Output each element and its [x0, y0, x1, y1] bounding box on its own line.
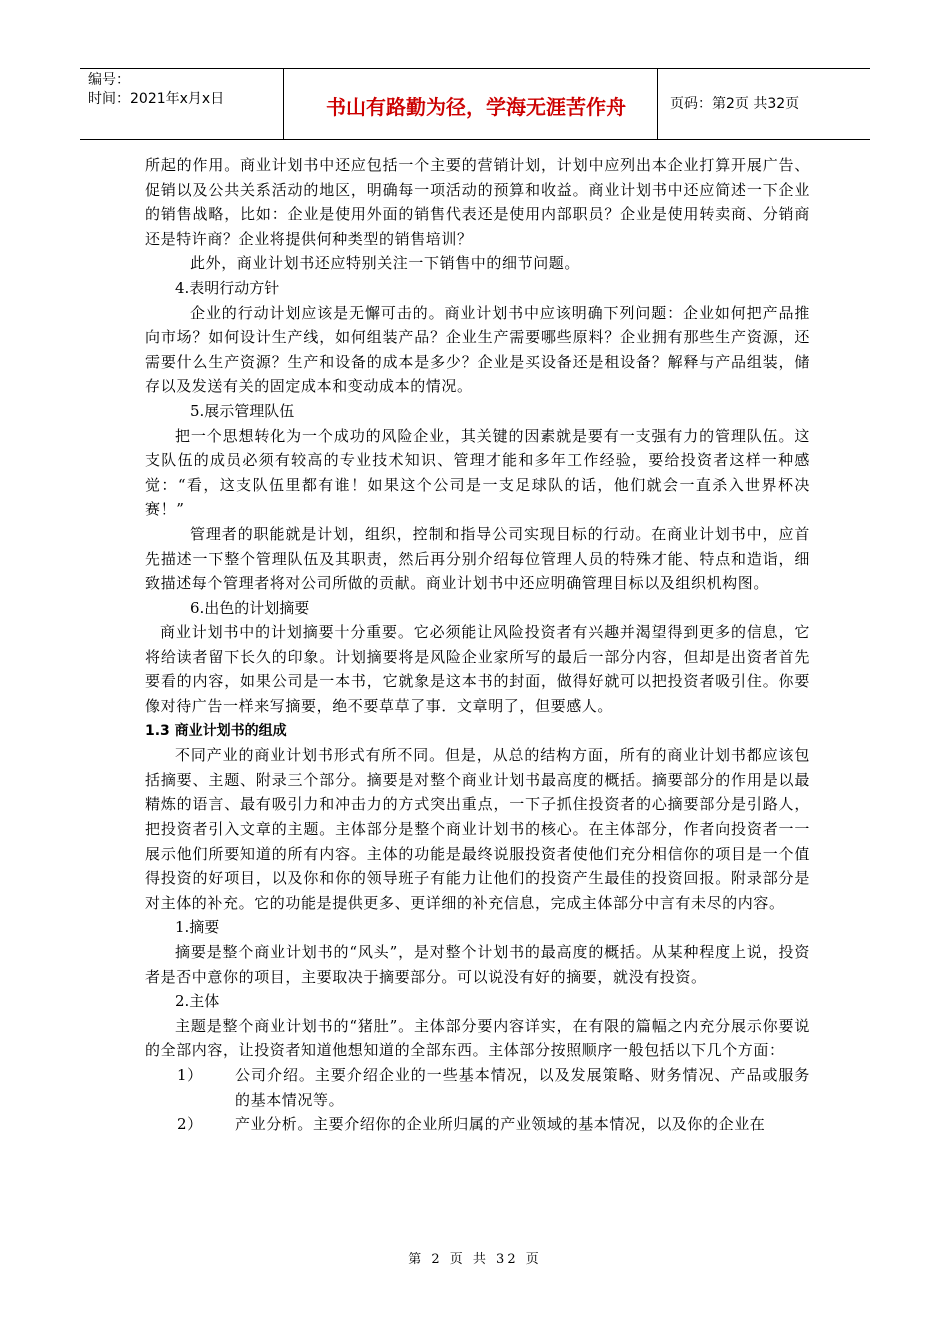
- section-heading: 5.展示管理队伍: [190, 401, 295, 420]
- paragraph: 把一个思想转化为一个成功的风险企业，其关键的因素就是要有一支强有力的管理队伍。这支队伍的成员必须有较高的专业技术知识、管理才能和多年工作经验，要给投资者这样一种感觉：“看，这支队伍里都有谁！如果这个公司是一支足球队的话，他们就会一直杀入世界杯决赛！”: [145, 426, 810, 519]
- list-item-text: 公司介绍。主要介绍企业的一些基本情况，以及发展策略、财务情况、产品或服务的基本情况等。: [235, 1065, 810, 1109]
- code-label: 编号：: [88, 72, 130, 88]
- section-heading: 2.主体: [175, 992, 220, 1011]
- section-heading: 1.摘要: [175, 918, 220, 937]
- section-heading: 6.出色的计划摘要: [190, 598, 310, 617]
- paragraph: 主题是整个商业计划书的“猪肚”。主体部分要内容详实，在有限的篇幅之内充分展示你要说的全部内容，让投资者知道他想知道的全部东西。主体部分按照顺序一般包括以下几个方面：: [145, 1016, 810, 1060]
- paragraph: 企业的行动计划应该是无懈可击的。商业计划书中应该明确下列问题：企业如何把产品推向市场？如何设计生产线，如何组装产品？企业生产需要哪些原料？企业拥有那些生产资源，还需要什么生产资源？生产和设备的成本是多少？企业是买设备还是租设备？解释与产品组装，储存以及发送有关的固定成本和变动成本的情况。: [145, 303, 810, 396]
- paragraph: 管理者的职能就是计划，组织，控制和指导公司实现目标的行动。在商业计划书中，应首先描述一下整个管理队伍及其职责，然后再分别介绍每位管理人员的特殊才能、特点和造诣，细致描述每个管理者将对公司所做的贡献。商业计划书中还应明确管理目标以及组织机构图。: [145, 524, 810, 593]
- list-item-number: 2）: [177, 1115, 203, 1134]
- date-label: 时间：2021年x月x日: [88, 91, 225, 107]
- header-divider-2: [657, 69, 658, 139]
- header-divider-1: [283, 69, 284, 139]
- paragraph: 所起的作用。商业计划书中还应包括一个主要的营销计划，计划中应列出本企业打算开展广告、促销以及公共关系活动的地区，明确每一项活动的预算和收益。商业计划书中还应简述一下企业的销售战略，比如：企业是使用外面的销售代表还是使用内部职员？企业是使用转卖商、分销商还是特许商？企业将提供何种类型的销售培训？: [145, 156, 810, 248]
- section-heading: 4.表明行动方针: [175, 278, 280, 297]
- header-page-info: 页码：第2页 共32页: [670, 96, 800, 112]
- section-heading: 1.3 商业计划书的组成: [145, 722, 287, 739]
- paragraph: 此外，商业计划书还应特别关注一下销售中的细节问题。: [190, 254, 581, 273]
- header-meta: [88, 71, 224, 109]
- list-item: [145, 1063, 810, 1112]
- paragraph: 摘要是整个商业计划书的“风头”，是对整个计划书的最高度的概括。从某种程度上说，投资者是否中意你的项目，主要取决于摘要部分。可以说没有好的摘要，就没有投资。: [145, 943, 810, 986]
- header-motto: 书山有路勤为径，学海无涯苦作舟: [326, 95, 626, 119]
- paragraph: 商业计划书中的计划摘要十分重要。它必须能让风险投资者有兴趣并渴望得到更多的信息，它将给读者留下长久的印象。计划摘要将是风险企业家所写的最后一部分内容，但却是出资者首先要看的内容，如果公司是一本书，它就象是这本书的封面，做得好就可以把投资者吸引住。你要像对待广告一样来写摘要，绝不要草草了事．文章明了，但要感人。: [145, 623, 810, 716]
- list-item: [145, 1112, 810, 1137]
- list-item-text: 产业分析。主要介绍你的企业所归属的产业领域的基本情况，以及你的企业在: [235, 1115, 766, 1134]
- list-item-number: 1）: [177, 1065, 203, 1084]
- page-header: [80, 68, 870, 140]
- document-body: [145, 153, 810, 1137]
- paragraph: 不同产业的商业计划书形式有所不同。但是，从总的结构方面，所有的商业计划书都应该包括摘要、主题、附录三个部分。摘要是对整个商业计划书最高度的概括。摘要部分的作用是以最精炼的语言、最有吸引力和冲击力的方式突出重点，一下子抓住投资者的心摘要部分是引路人，把投资者引入文章的主题。主体部分是整个商业计划书的核心。在主体部分，作者向投资者一一展示他们所要知道的所有内容。主体的功能是最终说服投资者使他们充分相信你的项目是一个值得投资的好项目，以及你和你的领导班子有能力让他们的投资产生最佳的投资回报。附录部分是对主体的补充。它的功能是提供更多、更详细的补充信息，完成主体部分中言有未尽的内容。: [145, 746, 810, 912]
- page-footer: 第 2 页 共 32 页: [408, 1252, 542, 1267]
